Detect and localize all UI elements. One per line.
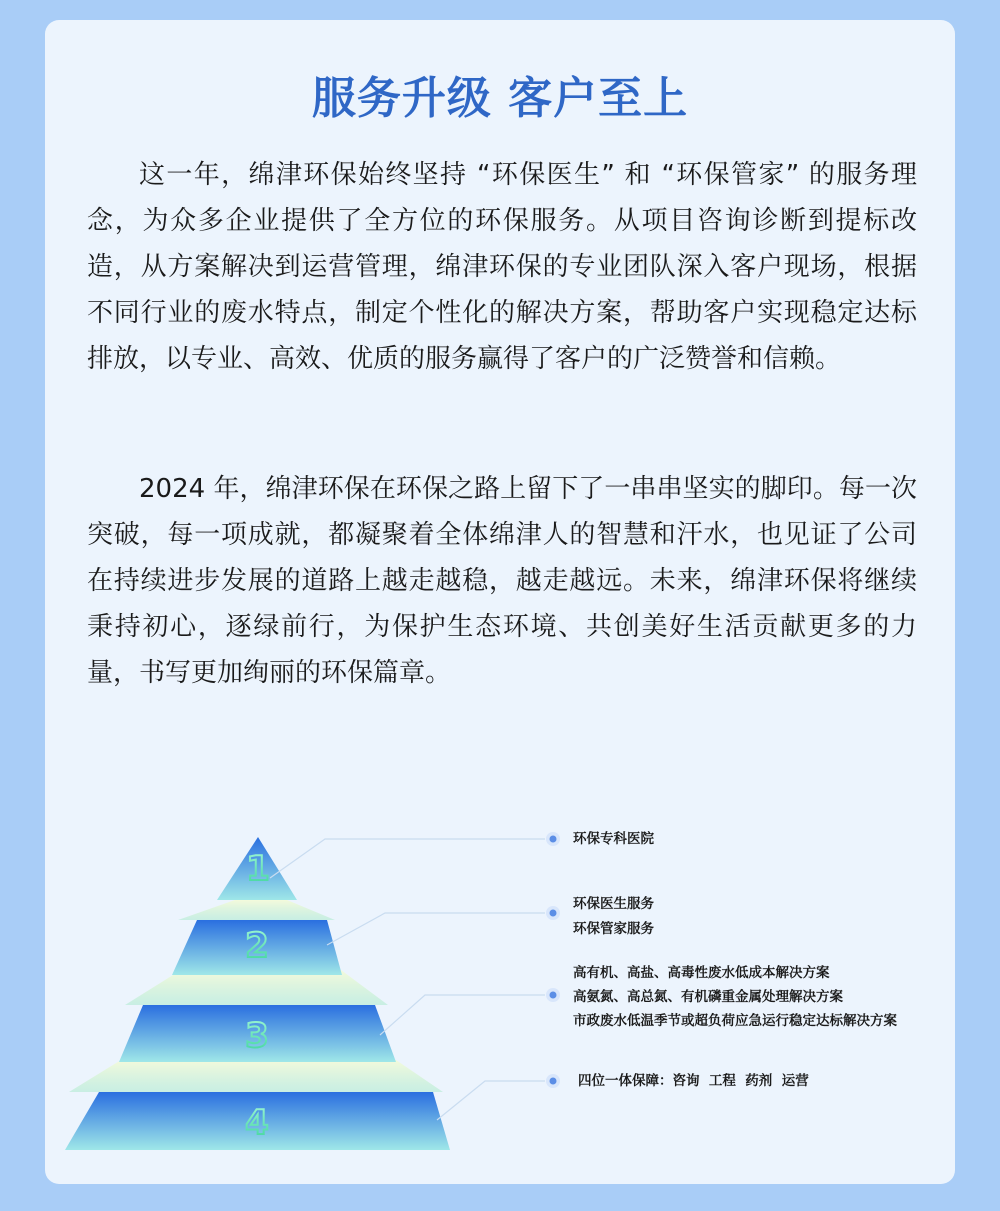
tier-4-label: 四位一体保障：咨询 工程 药剂 运营: [578, 1073, 809, 1089]
leader-line-1: [270, 839, 545, 878]
tier-number-1: 1: [246, 849, 270, 889]
bullet-dot-2: [550, 910, 557, 917]
content-card: [45, 20, 955, 1184]
leader-line-2: [327, 913, 545, 945]
pyramid-band-3: [69, 1060, 443, 1092]
leader-line-3: [380, 995, 545, 1035]
bullet-dot-3: [550, 992, 557, 999]
bullet-dot-4: [550, 1078, 557, 1085]
tier-3-label-3: 市政废水低温季节或超负荷应急运行稳定达标解决方案: [573, 1013, 897, 1029]
bullet-dot-1: [550, 836, 557, 843]
tier-2-label-1: 环保医生服务: [573, 896, 654, 912]
tier-3-label-2: 高氨氮、高总氮、有机磷重金属处理解决方案: [573, 989, 843, 1005]
tier-2-label-2: 环保管家服务: [573, 921, 654, 937]
page-title: 服务升级 客户至上: [311, 73, 689, 124]
pyramid-band-2: [125, 970, 388, 1005]
tier-number-2: 2: [245, 926, 269, 966]
pyramid-band-1: [178, 900, 335, 920]
leader-line-4: [437, 1081, 545, 1120]
tier-number-4: 4: [245, 1103, 269, 1143]
paragraph-service-philosophy: 这一年，绵津环保始终坚持 “环保医生” 和 “环保管家” 的服务理念，为众多企业提供了全方位的环保服务。从项目咨询诊断到提标改造，从方案解决到运营管理，绵津环保的专业团队深入客户现场，根据不同行业的废水特点，制定个性化的解决方案，帮助客户实现稳定达标排放，以专业、高效、优质的服务赢得了客户的广泛赞誉和信赖。: [87, 160, 917, 374]
tier-3-label-1: 高有机、高盐、高毒性废水低成本解决方案: [573, 965, 830, 981]
service-pyramid-diagram: [45, 800, 955, 1180]
tier-number-3: 3: [245, 1016, 269, 1056]
tier-1-label: 环保专科医院: [573, 831, 654, 847]
paragraph-2024-summary: 2024 年，绵津环保在环保之路上留下了一串串坚实的脚印。每一次突破，每一项成就，都凝聚着全体绵津人的智慧和汗水，也见证了公司在持续进步发展的道路上越走越稳，越走越远。未来，绵津环保将继续秉持初心，逐绿前行，为保护生态环境、共创美好生活贡献更多的力量，书写更加绚丽的环保篇章。: [87, 474, 917, 688]
